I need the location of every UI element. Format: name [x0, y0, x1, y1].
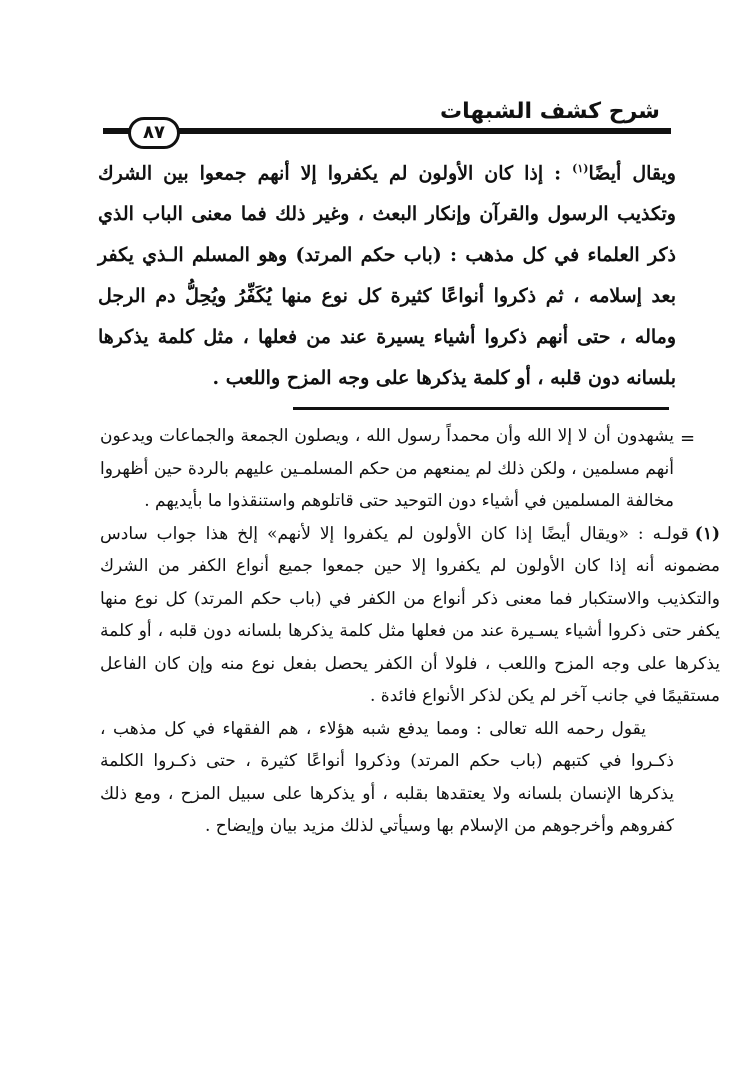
continuation-marker: =	[680, 428, 696, 449]
footnote-continuation: يشهدون أن لا إلا الله وأن محمداً رسول الله ، ويصلون الجمعة والجماعات ويدعون أنهم مسلمين ، ولكن ذلك لم يمنعهم من حكم المسلمـين عليهم بالردة حين أظهروا مخالفة المسلمين في أشياء دون التوحيد حتى قاتلوهم واستنقذوا ما بأيديهم .	[100, 426, 674, 511]
footnote-number: (١)	[694, 523, 720, 544]
footnote-separator	[293, 407, 669, 410]
running-title: شرح كشف الشبهات	[440, 99, 660, 124]
main-body: : إذا كان الأولون لم يكفروا إلا أنهم جمعوا بين الشرك وتكذيب الرسول والقرآن وإنكار البعث ، وغير ذلك فما معنى الباب الذي ذكر العلماء في كل مذهب : (باب حكم المرتد) وهو المسلم الـذي يكفر بعد إسلامه ، ثم ذكروا أنواعًا كثيرة كل نوع منها يُكَفِّرُ ويُحِلُّ دم الرجل وماله ، حتى أنهم ذكروا أشياء يسيرة عند من فعلها ، مثل كلمة يذكرها بلسانه دون قلبه ، أو كلمة يذكرها على وجه المزح واللعب .	[98, 162, 676, 390]
footnote-reference: (١)	[572, 162, 589, 175]
footnote-quote: يقول رحمه الله تعالى : ومما يدفع شبه هؤلاء ، هم الفقهاء في كل مذهب ، ذكـروا في كتبهم (باب حكم المرتد) وذكروا أنواعًا كثيرة ، حتى ذكـروا الكلمة يذكرها الإنسان بلسانه ولا يعتقدها بقلبه ، أو يذكرها على سبيل المزح ، ومع ذلك كفروهم وأخرجوهم من الإسلام بها وسيأتي لذلك مزيد بيان وإيضاح .	[100, 718, 674, 836]
footnote-1	[100, 518, 720, 713]
page-number-badge: ٨٧	[128, 117, 180, 149]
header-rule-end	[103, 128, 131, 134]
main-lead: ويقال أيضًا	[588, 162, 676, 185]
header-rule	[172, 128, 671, 134]
main-paragraph	[98, 148, 676, 399]
footnote-1-text: قولـه : «ويقال أيضًا إذا كان الأولون لم يكفروا إلا لأنهم» إلخ هذا جواب سادس مضمونه أنه إذا كان الأولون لم يكفروا إلا حين جمعوا جميع أنواع الكفر من الشرك والتكذيب والاستكبار فما معنى ذكر أنواع من الكفر في (باب حكم المرتد) كل نوع منها يكفر حتى ذكروا أشياء يسـيرة عند من فعلها مثل كلمة يذكرها بلسانه دون قلبه ، أو كلمة يذكرها على وجه المزح واللعب ، فلولا أن الكفر يحصل بفعل نوع منه وإن كان الفاعل مستقيمًا في جانب آخر لم يكن لذكر الأنواع فائدة .	[100, 523, 720, 706]
footnotes-section	[100, 420, 720, 843]
